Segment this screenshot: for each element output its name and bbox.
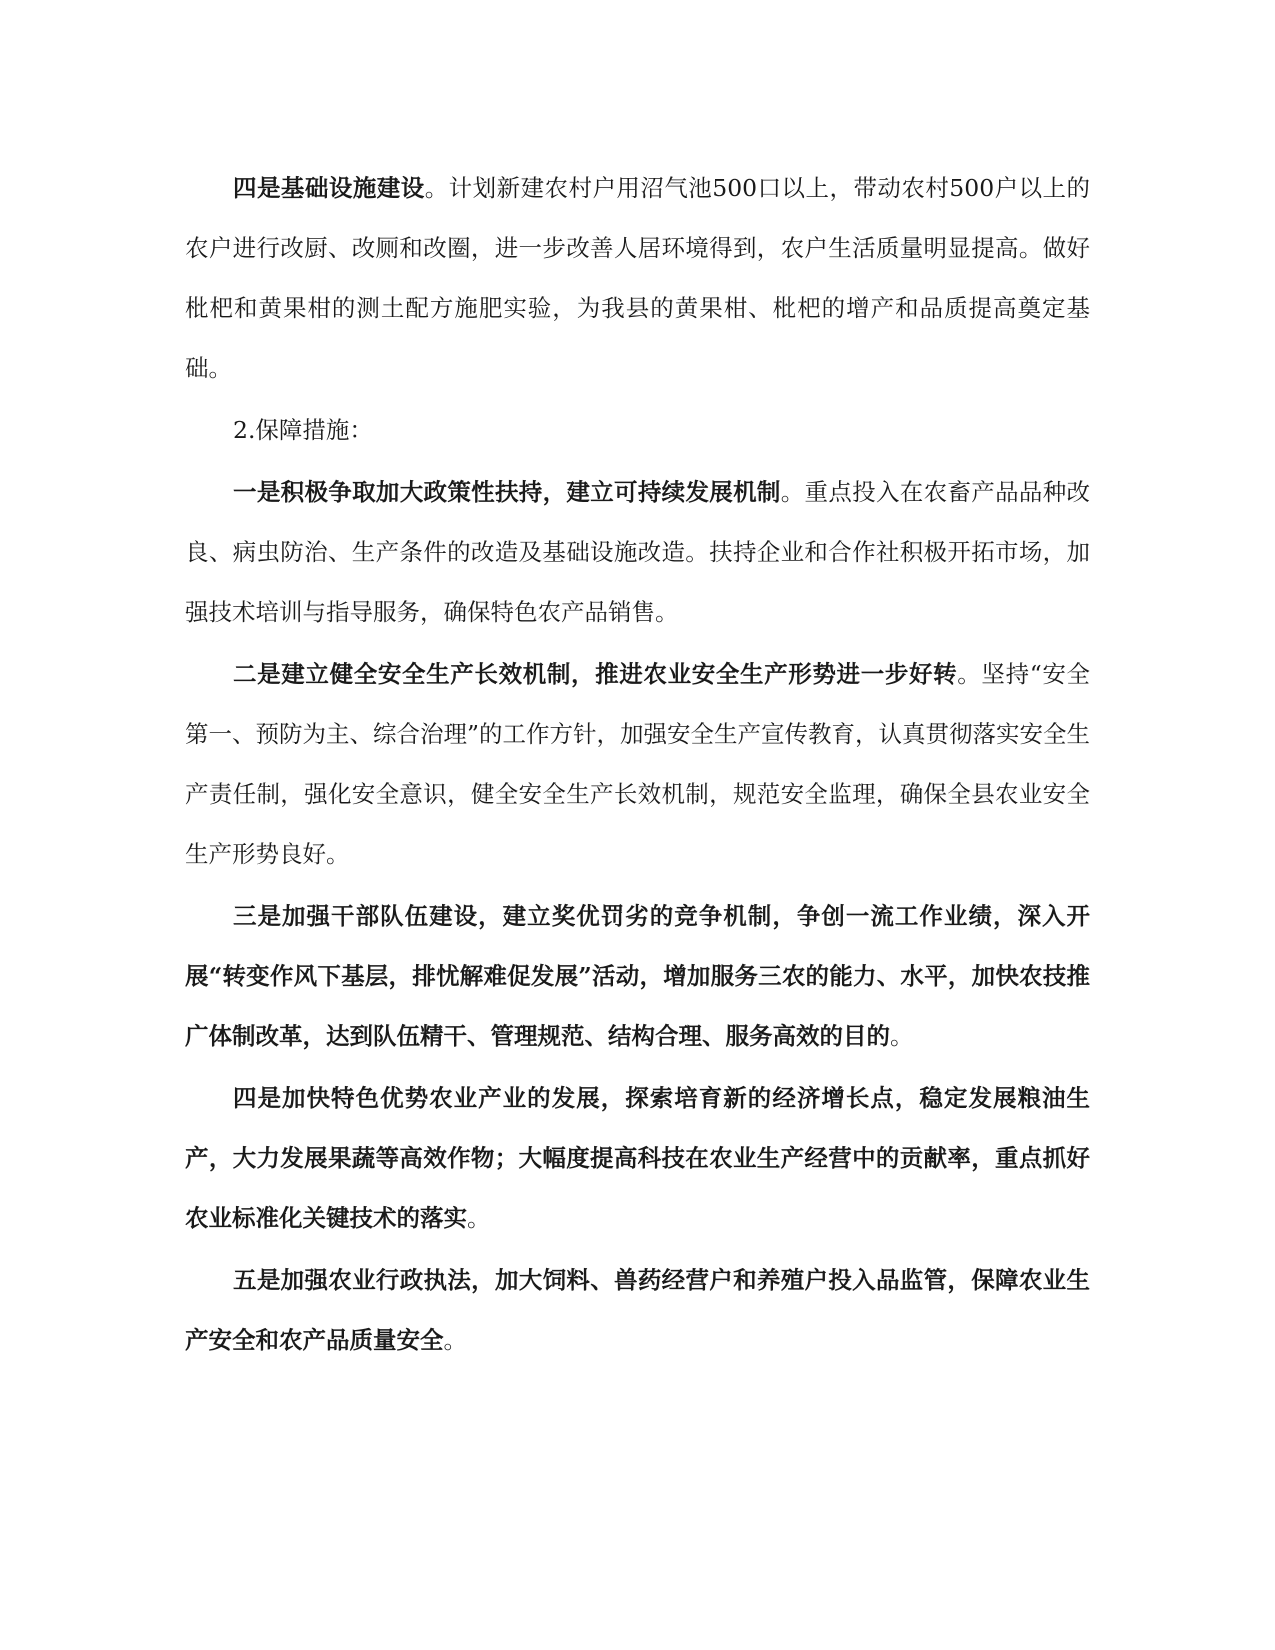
paragraph-heading: 四是加快特色优势农业产业的发展，探索培育新的经济增长点，稳定发展粮油生产，大力发展果蔬等高效作物；大幅度提高科技在农业生产经营中的贡献率，重点抓好农业标准化关键技术的落实 bbox=[185, 1084, 1090, 1232]
paragraph-body: 。坚持“安全第一、预防为主、综合治理”的工作方针，加强安全生产宣传教育，认真贯彻落实安全生产责任制，强化安全意识，健全安全生产长效机制，规范安全监理，确保全县农业安全生产形势良好。 bbox=[185, 660, 1091, 868]
paragraph-team-building bbox=[185, 886, 1090, 1066]
paragraph-heading: 三是加强干部队伍建设，建立奖优罚劣的竞争机制，争创一流工作业绩，深入开展“转变作风下基层，排忧解难促发展”活动，增加服务三农的能力、水平，加快农技推广体制改革，达到队伍精干、管理规范、结构合理、服务高效的目的 bbox=[185, 902, 1090, 1050]
paragraph-body: 。重点投入在农畜产品品种改良、病虫防治、生产条件的改造及基础设施改造。扶持企业和合作社积极开拓市场，加强技术培训与指导服务，确保特色农产品销售。 bbox=[185, 478, 1091, 626]
paragraph-body: 。计划新建农村户用沼气池500口以上，带动农村500户以上的农户进行改厨、改厕和改圈，进一步改善人居环境得到，农户生活质量明显提高。做好枇杷和黄果柑的测土配方施肥实验，为我县的黄果柑、枇杷的增产和品质提高奠定基础。 bbox=[185, 174, 1091, 382]
document-page bbox=[185, 158, 1090, 1370]
paragraph-body: 。 bbox=[890, 1022, 914, 1050]
paragraph-heading: 四是基础设施建设 bbox=[233, 174, 425, 202]
paragraph-policy-support bbox=[185, 462, 1090, 642]
paragraph-heading: 二是建立健全安全生产长效机制，推进农业安全生产形势进一步好转 bbox=[233, 660, 958, 688]
paragraph-specialty-agriculture bbox=[185, 1068, 1090, 1248]
paragraph-heading: 一是积极争取加大政策性扶持，建立可持续发展机制 bbox=[233, 478, 781, 506]
section-heading: 2.保障措施： bbox=[233, 416, 373, 444]
section-heading-safeguards bbox=[185, 400, 1090, 460]
paragraph-body: 。 bbox=[443, 1326, 467, 1354]
paragraph-heading: 五是加强农业行政执法，加大饲料、兽药经营户和养殖户投入品监管，保障农业生产安全和农产品质量安全 bbox=[185, 1266, 1090, 1354]
paragraph-safety-mechanism bbox=[185, 644, 1090, 884]
paragraph-infrastructure bbox=[185, 158, 1090, 398]
paragraph-law-enforcement bbox=[185, 1250, 1090, 1370]
paragraph-body: 。 bbox=[467, 1204, 491, 1232]
